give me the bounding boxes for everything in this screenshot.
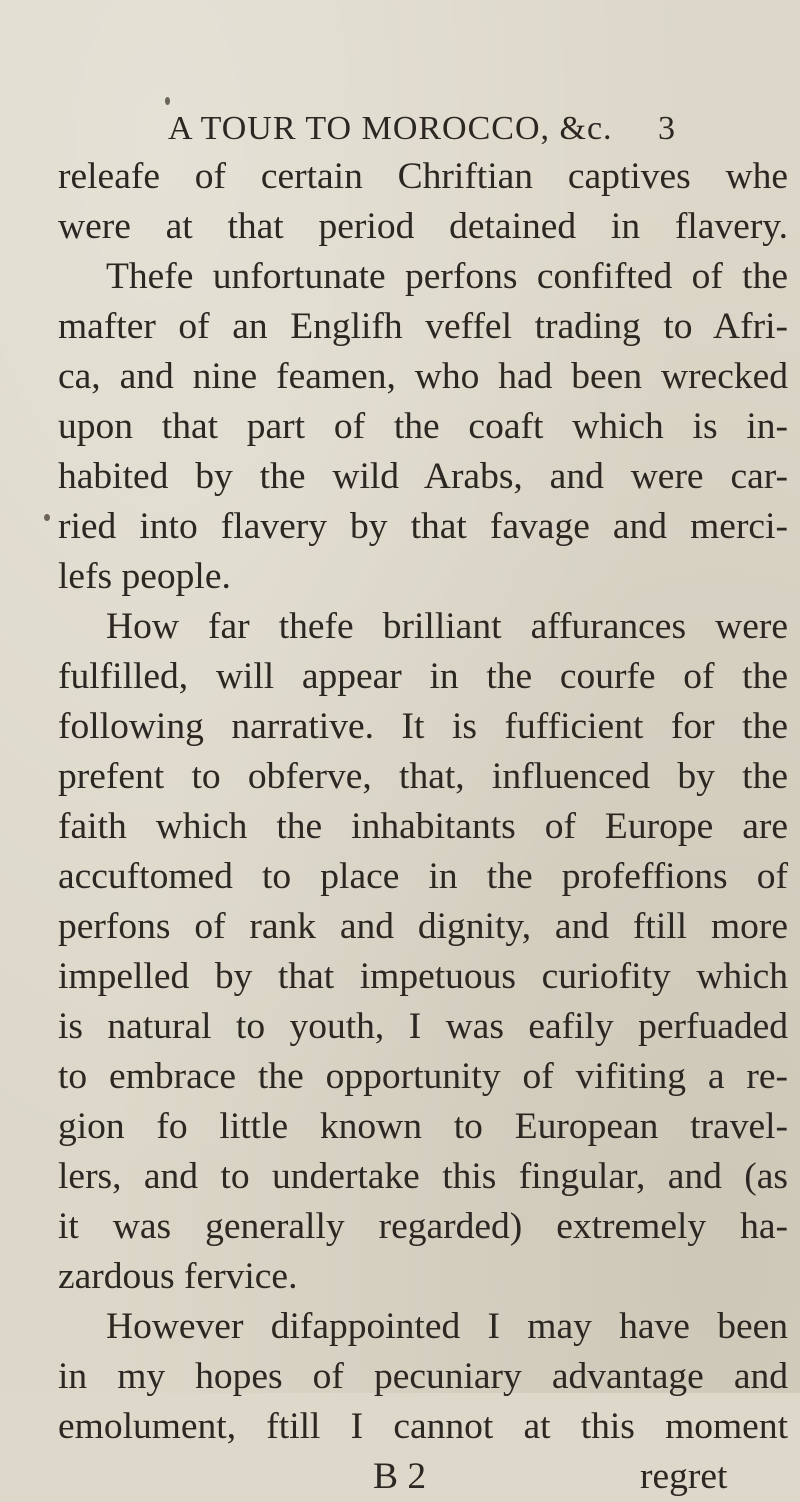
text-line: ried into flavery by that favage and merci- [58, 506, 788, 547]
ink-speck [165, 97, 170, 105]
running-head [168, 110, 728, 156]
text-line: is natural to youth, I was eafily perfuaded [58, 1006, 788, 1047]
text-line: to embrace the opportunity of vifiting a re- [58, 1056, 788, 1097]
signature-mark: B 2 [373, 1456, 427, 1497]
running-title: A TOUR TO MOROCCO, &c. [168, 110, 613, 147]
text-line: fulfilled, will appear in the courfe of the [58, 656, 788, 697]
text-line: How far thefe brilliant affurances were [106, 606, 788, 647]
catchword: regret [640, 1456, 728, 1497]
text-line: mafter of an Englifh veffel trading to Afri- [58, 306, 788, 347]
text-line: faith which the inhabitants of Europe are [58, 806, 788, 847]
text-line: releafe of certain Chriftian captives whe [58, 156, 788, 197]
text-line: zardous fervice. [58, 1256, 298, 1297]
text-line: prefent to obferve, that, influenced by the [58, 756, 788, 797]
text-line: However difappointed I may have been [106, 1306, 788, 1347]
text-line: accuftomed to place in the profeffions of [58, 856, 788, 897]
text-line: upon that part of the coaft which is in- [58, 406, 788, 447]
text-line: Thefe unfortunate perfons confifted of the [106, 256, 788, 297]
text-line: were at that period detained in flavery. [58, 206, 788, 247]
text-line: in my hopes of pecuniary advantage and [58, 1356, 788, 1397]
text-line: lers, and to undertake this fingular, and (as [58, 1156, 788, 1197]
body-text [58, 152, 788, 1502]
footer-line [58, 1452, 788, 1502]
text-line: it was generally regarded) extremely ha- [58, 1206, 788, 1247]
text-line: ca, and nine feamen, who had been wrecked [58, 356, 788, 397]
text-line: perfons of rank and dignity, and ftill more [58, 906, 788, 947]
ink-speck [44, 514, 50, 521]
text-line: emolument, ftill I cannot at this moment [58, 1406, 788, 1447]
page-number: 3 [658, 110, 675, 147]
text-line: impelled by that impetuous curiofity which [58, 956, 788, 997]
text-line: habited by the wild Arabs, and were car- [58, 456, 788, 497]
text-line: gion fo little known to European travel- [58, 1106, 788, 1147]
text-line: following narrative. It is fufficient for the [58, 706, 788, 747]
text-line: lefs people. [58, 556, 231, 597]
